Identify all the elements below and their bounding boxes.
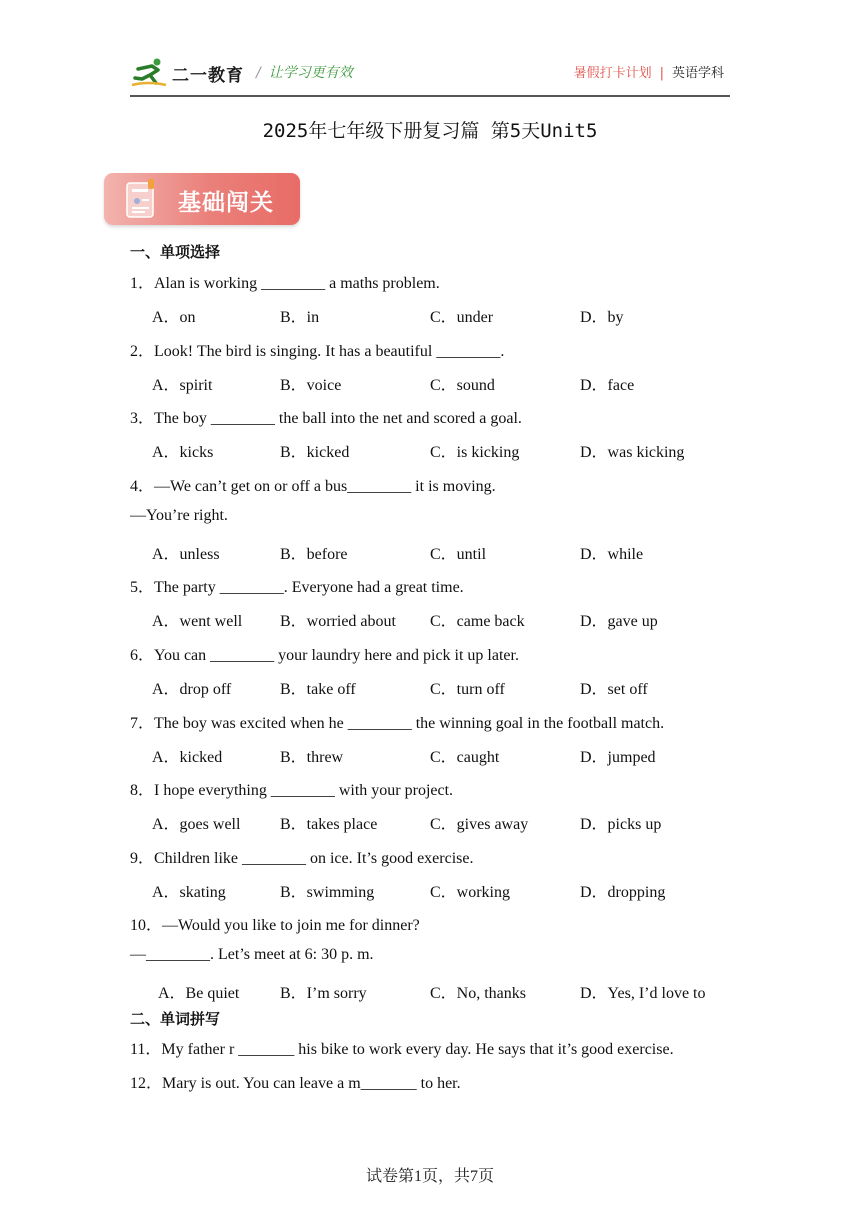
option-b: B．threw xyxy=(280,749,344,766)
logo-text: 二一教育 xyxy=(172,65,244,86)
option-c: C．gives away xyxy=(430,816,529,833)
option-c: C．working xyxy=(430,884,511,901)
option-d: D．jumped xyxy=(580,749,656,766)
question-stem: 7．The boy was excited when he ________ the winning goal in the football match. xyxy=(130,715,665,732)
page-header xyxy=(130,52,730,98)
question-stem: 5．The party ________. Everyone had a great time. xyxy=(130,579,464,596)
option-b: B．voice xyxy=(280,377,342,394)
question-reply: —________. Let’s meet at 6: 30 p. m. xyxy=(130,946,374,963)
option-a: A．unless xyxy=(152,546,220,563)
banner-label: 基础闯关 xyxy=(178,190,274,216)
option-d: D．face xyxy=(580,377,635,394)
option-d: D．while xyxy=(580,546,644,563)
option-c: C．turn off xyxy=(430,681,505,698)
option-a: A．drop off xyxy=(152,681,232,698)
option-d: D．gave up xyxy=(580,613,658,630)
option-a: A．Be quiet xyxy=(158,985,240,1002)
question-stem: 9．Children like ________ on ice. It’s good exercise. xyxy=(130,850,474,867)
option-d: D．by xyxy=(580,309,624,326)
option-b: B．in xyxy=(280,309,320,326)
question-stem: 1．Alan is working ________ a maths problem. xyxy=(130,275,440,292)
option-b: B．worried about xyxy=(280,613,396,630)
logo xyxy=(130,56,244,90)
option-c: C．No, thanks xyxy=(430,985,527,1002)
plan-label: 暑假打卡计划 xyxy=(573,66,652,81)
page-footer: 试卷第1页，共7页 xyxy=(365,1168,494,1185)
slogan-text: 让学习更有效 xyxy=(268,65,353,81)
option-c: C．came back xyxy=(430,613,525,630)
option-a: A．skating xyxy=(152,884,226,901)
header-right xyxy=(574,62,724,81)
option-b: B．kicked xyxy=(280,444,350,461)
option-d: D．Yes, I’d love to xyxy=(580,985,706,1002)
header-separator: | xyxy=(659,66,664,81)
option-a: A．kicks xyxy=(152,444,214,461)
question-stem: 8．I hope everything ________ with your project. xyxy=(130,782,454,799)
slogan: / 让学习更有效 xyxy=(256,65,353,81)
option-b: B．before xyxy=(280,546,348,563)
subject-label: 英语学科 xyxy=(671,66,724,81)
option-c: C．under xyxy=(430,309,494,326)
option-b: B．take off xyxy=(280,681,356,698)
option-b: B．takes place xyxy=(280,816,378,833)
spelling-item: 11．My father r _______ his bike to work every day. He says that it’s good exercise. xyxy=(130,1041,674,1058)
option-d: D．picks up xyxy=(580,816,662,833)
question-reply: —You’re right. xyxy=(130,507,228,524)
document-icon xyxy=(124,179,158,219)
option-c: C．until xyxy=(430,546,487,563)
page-title: 2025年七年级下册复习篇 第5天Unit5 xyxy=(262,120,598,142)
option-a: A．on xyxy=(152,309,196,326)
option-d: D．dropping xyxy=(580,884,666,901)
question-stem: 10．—Would you like to join me for dinner? xyxy=(130,917,420,934)
option-d: D．set off xyxy=(580,681,648,698)
question-stem: 3．The boy ________ the ball into the net and scored a goal. xyxy=(130,410,522,427)
section-heading: 二、单词拼写 xyxy=(130,1010,221,1028)
option-c: C．caught xyxy=(430,749,500,766)
option-a: A．went well xyxy=(152,613,243,630)
header-divider xyxy=(130,95,730,97)
option-d: D．was kicking xyxy=(580,444,685,461)
section-heading: 一、单项选择 xyxy=(130,243,221,261)
question-stem: 2．Look! The bird is singing. It has a beautiful ________. xyxy=(130,343,505,360)
option-a: A．goes well xyxy=(152,816,241,833)
option-b: B．swimming xyxy=(280,884,375,901)
spelling-item: 12．Mary is out. You can leave a m_______ to her. xyxy=(130,1075,461,1092)
option-c: C．is kicking xyxy=(430,444,520,461)
option-b: B．I’m sorry xyxy=(280,985,367,1002)
question-stem: 4．—We can’t get on or off a bus________ it is moving. xyxy=(130,478,496,495)
section-banner xyxy=(104,173,300,225)
option-a: A．kicked xyxy=(152,749,223,766)
runner-logo-icon xyxy=(130,57,168,89)
option-c: C．sound xyxy=(430,377,495,394)
option-a: A．spirit xyxy=(152,377,213,394)
question-stem: 6．You can ________ your laundry here and pick it up later. xyxy=(130,647,519,664)
